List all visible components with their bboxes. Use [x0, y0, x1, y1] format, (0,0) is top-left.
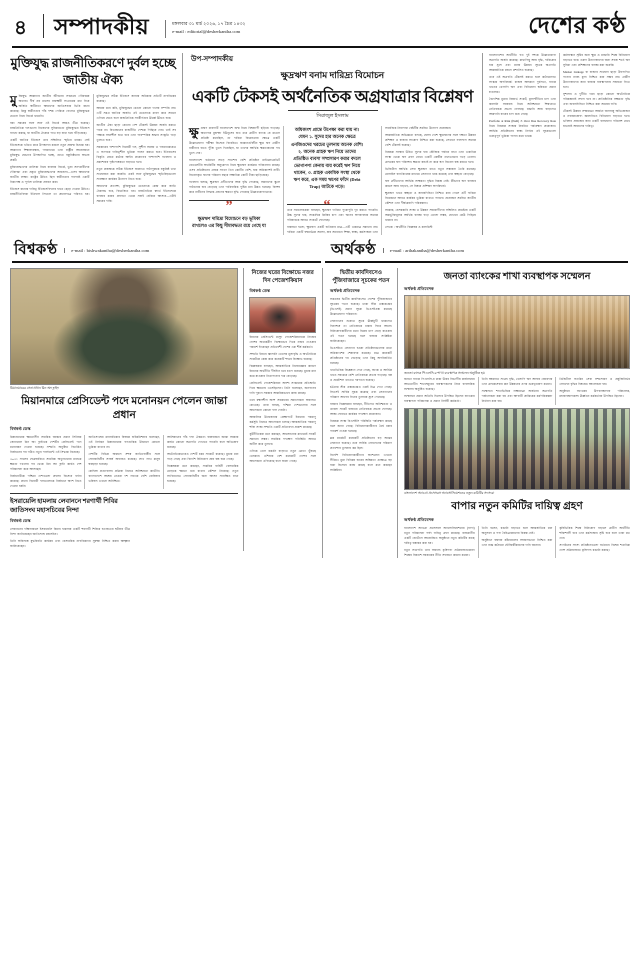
- masthead-divider-1: [43, 14, 44, 38]
- editorial-dropcap: মু: [10, 92, 17, 107]
- masthead: [10, 8, 630, 42]
- stock-para: নিয়ন্ত্রক সংস্থা বিএসইসি পরিস্থিতি পর্যবেক্ষণ করছে বলে জানা গেছে। বিনিয়োগকারীদের ধৈর্য ধরার পরামর্শ দেওয়া হয়েছে।: [330, 418, 392, 433]
- photo-bank-conference: [404, 295, 630, 369]
- world-para: নির্বাচনটিকে পশ্চিমা দেশগুলো প্রহসন হিসেবে বর্ণনা করেছে। প্রধান বিরোধী দলগুলোকে নির্বাচনে অংশ নিতে দেওয়া হয়নি।: [10, 474, 82, 489]
- continuation-body: [489, 53, 630, 139]
- article-para: ডিজিটাল আর্থিক সেবা ক্ষুদ্রঋণ খাতে নতুন সম্ভাবনা তৈরি করেছে। মোবাইল ব্যাংকিংয়ের মাধ্যমে লেনদেন খরচ কমেছে এবং স্বচ্ছতা বেড়েছে।: [385, 167, 476, 177]
- stock-para: খাতভিত্তিক বিশ্লেষণে দেখা গেছে, ব্যাংক ও আর্থিক খাতে সবচেয়ে বেশি নেতিবাচক প্রভাব পড়েছে। বস্ত্র ও প্রকৌশল খাতেও দরপতন হয়েছে।: [330, 367, 392, 382]
- world-side-block: [243, 268, 316, 552]
- world-para: প্রেসিডেন্ট পেজেশকিয়ান অবশ্য সংস্কারের প্রতিশ্রুতি দিয়ে ক্ষমতায় এসেছিলেন। তিনি বলেছেন, জনগণের দাবি পূরণে সরকার আন্তরিকভাবে কাজ করছে।: [249, 380, 316, 395]
- bapa-para: বাংলাদেশ অ্যাগ্রো প্রসেসরস অ্যাসোসিয়েশনের (বাপা) নতুন পরিচালনা পর্ষদ দায়িত্ব গ্রহণ করেছে। রাজধানীর একটি হোটেলে আয়োজিত অনুষ্ঠানে নতুন কমিটির কাছে দায়িত্ব হস্তান্তর করা হয়।: [404, 525, 475, 545]
- stock-para: বাজার বিশ্লেষকরা বলছেন, নীতিগত অনিশ্চয়তা ও তারল্য সংকট বাজারে নেতিবাচক প্রভাব ফেলছে। আস্থা ফেরাতে কার্যকর পদক্ষেপ প্রয়োজন।: [330, 401, 392, 416]
- photo-bank-conference-image: [405, 296, 629, 368]
- stock-para: লেনদেনের শুরুতে সূচক ঊর্ধ্বমুখী থাকলেও দিনশেষে তা নেতিবাচক ধারায় ফিরে আসে। বিনিয়োগকারীদের মধ্যে বিক্রয় চাপ বেড়ে যাওয়ায় এই পতন হয়েছে বলে বাজার সংশ্লিষ্টরা জানিয়েছেন।: [330, 318, 392, 343]
- editorial-para: বরং সময়ের সঙ্গে সঙ্গে এই বিতর্ক আরও তীব্র হয়েছে। রাজনৈতিক দলগুলো নিজেদের সুবিধামতো মুক্তিযুদ্ধের ইতিহাস ব্যাখ্যা করছে, যা জাতীয় ঐক্যের পথে বড় বাধা হয়ে দাঁড়িয়েছে।: [10, 120, 90, 135]
- world-sub-body: [249, 335, 316, 464]
- stock-body: [330, 297, 392, 473]
- editorial-para: নতুন প্রজন্মকে সঠিক ইতিহাস জানাতে পাঠ্যপুস্তকে বস্তুনিষ্ঠ তথ্য সংযোজন করা জরুরি। একই সঙ্গে মুক্তিযুদ্ধের স্মৃতিচিহ্নগুলো সংরক্ষণে কার্যকর উদ্যোগ নিতে হবে।: [96, 166, 176, 181]
- bank-block: [398, 268, 630, 558]
- photo-bapa-caption: বাংলাদেশ অ্যাগ্রো প্রসেসরস অ্যাসোসিয়েশনের নতুন কমিটির সদস্যরা: [404, 491, 495, 496]
- stock-para: ব্লক মার্কেটে কয়েকটি প্রতিষ্ঠানের বড় অঙ্কের লেনদেন হয়েছে। তবে সার্বিক লেনদেনের পরিমাণ প্রত্যাশার তুলনায় কম ছিল।: [330, 435, 392, 450]
- bank-para: সম্মেলনে প্রধান অতিথি হিসেবে উপস্থিত ছিলেন ব্যাংকের ব্যবস্থাপনা পরিচালক ও প্রধান নির্বাহী কর্মকর্তা।: [404, 394, 475, 404]
- editorial-para: জাতীয় ঐক্য ছাড়া কোনো দেশ টেকসই উন্নয়ন অর্জন করতে পারে না। বিভাজনের রাজনীতি দেশকে পিছিয়ে দেয়। তাই সব পক্ষকে সহনশীল হতে হবে এবং পারস্পরিক শ্রদ্ধার সংস্কৃতি গড়ে তুলতে হবে।: [96, 122, 176, 142]
- bank-para: জনতা ব্যাংক পিএলসি-র ঢাকা উত্তর বিভাগীয় কার্যালয়ের আওতাধীন শাখাসমূহের ব্যবস্থাপকদের নিয়ে ব্যবসায়িক সম্মেলন অনুষ্ঠিত হয়েছে।: [404, 377, 475, 392]
- world-bottom-body: [10, 527, 130, 549]
- world-para: অর্থনৈতিকভাবেও দেশটি চরম সংকটে রয়েছে। মুদ্রার মান পড়ে গেছে এবং বিদেশি বিনিয়োগ প্রায় বন্ধ হয়ে গেছে।: [166, 452, 239, 462]
- pull-quote-text: ক্ষুদ্রঋণ দারিদ্র্য বিমোচনে বড় ভূমিকা রাখলেও এর কিছু সীমাবদ্ধতা রয়ে গেছে যা অধিকাংশ প্রান্তে উপেক্ষা করা যায় না। যেমন ১. সুদের হার অনেক ক্ষেত্রে এনজিওদের খরচের তুলনায় অনেক বেশি। ২. অনেক গ্রাহক ঋণ নিয়ে তাদের প্রতিষ্ঠিত ব্যবসা সম্প্রসারণ করার বদলে ভোগ্যপণ্য কেনায় ব্যয় করেই ঋণ নিয়ে থাকেন, ৩. গ্রাহক একাধিক সংস্থা থেকে ঋণ করে, এক সময় ঋণের ফাঁদে (Debt Trap) আটকে পড়ে।: [192, 127, 364, 229]
- world-main-headline: মিয়ানমারে প্রেসিডেন্ট পদে মনোনয়ন পেলেন জান্তা প্রধান: [21, 396, 228, 422]
- stock-para: বিদেশি বিনিয়োগকারীদের অংশগ্রহণ এখনো সীমিত। মুদ্রা বিনিময় হারের অস্থিরতা এক্ষেত্রে বড় বাধা হিসেবে কাজ করছে বলে মনে করছেন সংশ্লিষ্টরা।: [330, 452, 392, 472]
- world-para: লেবাননের দক্ষিণাঞ্চলে ইসরায়েলি বিমান হামলায় একটি শরণার্থী শিবিরে হতাহতের ঘটনায় তীব্র নিন্দা জানিয়েছেন জাতিসংঘ মহাসচিব।: [10, 527, 130, 537]
- editorial-para: ক্তিযুদ্ধ আমাদের জাতীয় জীবনের সবচেয়ে গৌরবময় অধ্যায়। দীর্ঘ নয় মাসের রক্তক্ষয়ী সংগ্রামের মধ্য দিয়ে অর্জিত স্বাধীনতা আমাদের জাতিসত্তার ভিত্তি রচনা করেছে। কিন্তু স্বাধীনতার পাঁচ দশক পেরিয়ে গেলেও মুক্তিযুদ্ধের চেতনা নিয়ে বিতর্ক থামেনি।: [10, 93, 90, 118]
- editorial-para: মুক্তিযোদ্ধাদের তালিকা নিয়ে বারবার বিতর্ক, ভুয়া সনদধারীদের দৌরাত্ম্য এবং প্রকৃত মুক্তিযোদ্ধাদের অবহেলা—এসব আমাদের জাতীয় লজ্জা। রাষ্ট্রের উচিত ছিল স্বাধীনতার পরপরই একটি নিরপেক্ষ ও পূর্ণাঙ্গ তালিকা প্রণয়ন করা।: [10, 164, 90, 184]
- world-para: বিশ্লেষকরা বলছেন, আন্তর্জাতিক নিষেধাজ্ঞার কারণে ইরানের অর্থনীতি দীর্ঘদিন ধরে চাপে রয়েছে। মুদ্রার মান কমে যাওয়ায় নিত্যপণ্যের দাম বেড়েছে।: [249, 363, 316, 378]
- world-para: ইরানের প্রেসিডেন্ট মাসুদ পেজেশকিয়ানকে নিজের দেশের অভ্যন্তরীণ বিক্ষোভের দিকে নজর দেওয়ার পরামর্শ দিয়েছেন প্রতিবেশী দেশের এক শীর্ষ কর্মকর্তা।: [249, 334, 316, 349]
- continuation-para: টেকসই উন্নয়ন লক্ষ্যমাত্রা অর্জনে জলবায়ু অভিযোজন ও নবায়নযোগ্য জ্বালানিতে বিনিয়োগ বাড়াতে হবে। ভবিষ্যৎ প্রজন্মের জন্য একটি বাসযোগ্য পরিবেশ রেখে যাওয়াই আমাদের দায়িত্ব।: [563, 109, 630, 128]
- business-section: [323, 268, 630, 558]
- section-title: সম্পাদকীয়: [53, 14, 150, 39]
- page-number: ৪: [14, 17, 27, 39]
- continuation-para: তবে এই অগ্রগতি টেকসই করতে হলে কাঠামোগত সংস্কার অপরিহার্য। রাজস্ব আহরণে দুর্বলতা, ব্যাংক খাতের খেলাপি ঋণ এবং বিনিয়োগ স্থবিরতা প্রধান চ্যালেঞ্জ।: [489, 75, 556, 94]
- banner-right-email: e-mail : arthakantha@desherkantha.com: [383, 248, 464, 253]
- article-para: আন্তর্জাতিক অভিজ্ঞতা বলছে, যেসব দেশে ক্ষুদ্রঋণের সঙ্গে দক্ষতা উন্নয়ন প্রশিক্ষণ ও বাজার সংযোগ নিশ্চিত করা হয়েছে, সেখানে ফলাফল অনেক বেশি টেকসই হয়েছে।: [385, 133, 476, 148]
- bapa-para: তিনি বলেন, রপ্তানি বাড়াতে হলে আন্তর্জাতিক মান অনুসরণ ও পণ্য বৈচিত্র্যকরণের বিকল্প নেই।: [481, 525, 553, 535]
- bapa-body: [404, 526, 630, 558]
- bapa-para: নতুন সভাপতি তার বক্তব্যে কৃষিপণ্য প্রক্রিয়াজাতকরণ শিল্পের বিকাশে সরকারের নীতি সহায়তা কামনা করেন।: [404, 547, 475, 557]
- world-section: [10, 268, 323, 558]
- editorial-para: আমরা মনে করি, মুক্তিযুদ্ধের চেতনা কোনো দলের সম্পত্তি নয়। এটি সমগ্র জাতির অর্জন। এই চেতনাকে ধারণ করে সামনে এগিয়ে যেতে হলে রাজনৈতিক সংকীর্ণতার ঊর্ধ্বে উঠতে হবে।: [96, 105, 176, 120]
- bank-para: ডিজিটাল ব্যাংকিং সেবা সম্প্রসারণ ও প্রযুক্তিনির্ভর লেনদেন বৃদ্ধির বিষয়েও আলোচনা হয়।: [559, 377, 630, 387]
- article-para: নিয়ন্ত্রক সংস্থার উচিত সুদের হার যৌক্তিক পর্যায়ে রাখা এবং একাধিক সংস্থা থেকে ঋণ গ্রহণ রোধে একটি কেন্দ্রীয় তথ্যভাণ্ডার গড়ে তোলা। গ্রাহকের ঋণ পরিশোধ ক্ষমতা যাচাই না করে ঋণ বিতরণ বন্ধ করতে হবে।: [385, 150, 476, 165]
- continuation-para: সুশাসন ও দুর্নীতি দমন ছাড়া কোনো অর্থনৈতিক পরিকল্পনাই সফল হবে না। প্রাতিষ্ঠানিক সক্ষমতা বৃদ্ধি এবং জবাবদিহিতা নিশ্চিত করা সময়ের দাবি।: [563, 92, 630, 106]
- stock-para: সপ্তাহের দ্বিতীয় কার্যদিবসেও দেশের পুঁজিবাজারে সূচকের পতন হয়েছে। ঢাকা স্টক এক্সচেঞ্জের (ডিএসই) প্রধান সূচক ডিএসইএক্স কমেছে উল্লেখযোগ্য পরিমাণে।: [330, 296, 392, 316]
- bank-source: অর্থকণ্ঠ প্রতিবেদক: [404, 286, 434, 292]
- photo-bank-caption: জনতা ব্যাংক পিএলসি-র শাখা ব্যবস্থাপক সম্মেলন অনুষ্ঠিত হয়: [404, 370, 485, 375]
- section-banners: [10, 243, 630, 258]
- stock-para: ডিএসইতে লেনদেন হওয়া প্রতিষ্ঠানগুলোর মধ্যে অধিকাংশের শেয়ারদর কমেছে। মাত্র কয়েকটি প্রতিষ্ঠানের দর বেড়েছে এবং কিছু অপরিবর্তিত রয়েছে।: [330, 345, 392, 365]
- quote-open-icon: ”: [225, 199, 233, 215]
- editorial-column: [10, 53, 183, 235]
- business-row: [330, 268, 630, 558]
- banner-right-title: অর্থকণ্ঠ: [331, 241, 376, 258]
- article-para: তবে সমালোচকরা বলছেন, ক্ষুদ্রঋণ দারিদ্র্য পুরোপুরি দূর করতে পারেনি। উচ্চ সুদের হার, সাপ্তাহিক কিস্তির চাপ এবং ঋণের অপব্যবহার অনেক পরিবারকে আরও সংকটে ফেলেছে।: [287, 207, 378, 222]
- world-para: জাতিসংঘের মানবাধিকার বিষয়ক হাইকমিশনার বলেছেন, এই নির্বাচন মিয়ানমারের গণতান্ত্রিক উত্তরণে কোনো ভূমিকা রাখবে না।: [88, 435, 160, 450]
- stock-market-block: [330, 268, 398, 558]
- world-main-source: বিশ্বকণ্ঠ ডেস্ক: [10, 426, 31, 432]
- publication-date: মঙ্গলবার ৩১ মার্চ ২০২৬, ১৭ চৈত্র ১৪৩২: [172, 21, 246, 27]
- world-bottom-source: বিশ্বকণ্ঠ ডেস্ক: [10, 518, 31, 524]
- article-para: বাস্তবতা হলো, ক্ষুদ্রঋণ একটি হাতিয়ার মাত্র—এটি একমাত্র সমাধান নয়। দারিদ্র্য একটি বহুমাত্রিক সমস্যা, যার সমাধানে শিক্ষা, স্বাস্থ্য, কর্মসংস্থান এবং সামাজিক নিরাপত্তা বেষ্টনীর সমন্বিত উদ্যোগ প্রয়োজন।: [287, 126, 452, 234]
- article-byline: সিরাজুল ইসলাম: [288, 110, 378, 121]
- sub-editorial-label: উপ-সম্পাদকীয়: [191, 55, 234, 63]
- world-para: এদিকে তেল রপ্তানি বাড়াতে নতুন ক্রেতা খুঁজছে তেহরান। এশিয়ার বেশ কয়েকটি দেশের সঙ্গে আলোচনা এগিয়েছে বলে জানা গেছে।: [249, 448, 316, 463]
- article-para: দ্রঋণ ধারণাটি বাংলাদেশে জন্ম নিয়ে বিশ্বব্যাপী ছড়িয়ে পড়েছে। অধ্যাপক মুহাম্মদ ইউনূসের হাত ধরে গ্রামীণ ব্যাংক যে মডেল প্রতিষ্ঠা করেছিল, তা দারিদ্র্য বিমোচনের ক্ষেত্রে একটি উল্লেখযোগ্য পরীক্ষা হিসেবে বিবেচিত। জামানতবিহীন ক্ষুদ্র ঋণ গ্রামীণ নারীদের হাতে পুঁজি তুলে দিয়েছিল, যা তাদের আর্থিক ক্ষমতায়নের পথ খুলে দেয়।: [189, 126, 280, 156]
- bank-body: [404, 377, 630, 404]
- editorial-headline: মুক্তিযুদ্ধ রাজনীতিকরণে দুর্বল হচ্ছে জাতীয় ঐক্য: [10, 56, 176, 87]
- banner-left-email: e-mail : bishwakantha@desherkantha.com: [64, 248, 149, 253]
- world-sub-headline: নিজের ঘরের বিক্ষোভে নজর দিন পেজেশকিয়ান: [251, 269, 314, 284]
- top-section: [10, 53, 630, 235]
- continuation-para: কর্মসংস্থান সৃষ্টির জন্য ক্ষুদ্র ও মাঝারি শিল্পে বিনিয়োগ বাড়াতে হবে। তরুণ উদ্যোক্তাদের জন্য সহজ শর্তে ঋণ সুবিধা এবং প্রশিক্ষণের ব্যবস্থা করা জরুরি।: [563, 53, 630, 67]
- article-dropcap: ক্ষু: [189, 125, 199, 140]
- article-headline: একটি টেকসই অর্থনৈতিক অগ্রযাত্রার বিশ্লেষণ: [191, 87, 474, 106]
- article-body: [189, 126, 476, 234]
- editorial-para: ইতিহাস রচনার দায়িত্ব ইতিহাসবিদদের হাতে ছেড়ে দেওয়া উচিত। রাজনীতিবিদরা ইতিহাস লিখলে তা প্রচারপত্রে পরিণত হয়। মুক্তিযুদ্ধের সঠিক ইতিহাস জানার অধিকার প্রতিটি নাগরিকের রয়েছে।: [10, 93, 176, 196]
- bank-headline: জনতা ব্যাংকের শাখা ব্যবস্থাপক সম্মেলন: [443, 271, 591, 282]
- photo-myanmar-general: [10, 268, 238, 385]
- world-para: তবে রক্ষণশীল অংশ সরকারের সমালোচনা অব্যাহত রেখেছে। তারা বলছে, পশ্চিমা দেশগুলোর সঙ্গে আলোচনা কোনো ফল দেয়নি।: [249, 397, 316, 412]
- world-top-row: [10, 268, 316, 552]
- world-para: কূটনীতিকরা মনে করছেন, আলোচনার মাধ্যমেই সংকট সমাধান সম্ভব। সামরিক পদক্ষেপ পরিস্থিতি আরও জটিল করে তুলবে।: [249, 431, 316, 446]
- photo-myanmar-general-image: [11, 269, 237, 384]
- masthead-dateline: [165, 20, 245, 38]
- world-main-block: [10, 268, 243, 552]
- bank-para: অনুষ্ঠানে ব্যাংকের উপব্যবস্থাপনা পরিচালক, মহাব্যবস্থাপকসহ ঊর্ধ্বতন কর্মকর্তারা উপস্থিত ছিলেন।: [559, 389, 630, 399]
- main-article-column: [183, 53, 483, 235]
- article-para: গবেষণা বলছে, ক্ষুদ্রঋণ গ্রহীতাদের আয় বৃদ্ধি পেয়েছে, সন্তানদের স্কুলে পাঠানোর হার বেড়েছে এবং পারিবারিক পুষ্টির মান উন্নত হয়েছে। বিশেষ করে নারীদের সিদ্ধান্ত গ্রহণের ক্ষমতা বৃদ্ধি পেয়েছে উল্লেখযোগ্যভাবে।: [189, 180, 280, 195]
- editorial-email: e-mail : editorial@desherkantha.com: [172, 29, 241, 35]
- article-para: সরকার, বেসরকারি সংস্থা ও উন্নয়ন সহযোগীদের সম্মিলিত প্রচেষ্টায় একটি অন্তর্ভুক্তিমূলক আর্থিক ব্যবস্থা গড়ে তোলা সম্ভব, যেখানে কেউ পিছিয়ে থাকবে না।: [385, 208, 476, 223]
- brand-logo: দেশের কণ্ঠ: [528, 13, 626, 38]
- photo-iran-president-image: [250, 298, 315, 332]
- masthead-rule: [12, 46, 628, 48]
- stock-headline: দ্বিতীয় কার্যদিবসেও পুঁজিবাজারে সূচকের পতন: [332, 269, 390, 284]
- editorial-body: [10, 94, 176, 204]
- world-para: ২০২১ সালের ফেব্রুয়ারিতে সামরিক অভ্যুত্থানের মাধ্যমে ক্ষমতা দখলের পর থেকে মিন অং হ্লাইং কার্যত দেশ পরিচালনা করে আসছেন।: [10, 457, 82, 472]
- editorial-para: একটি জাতির ইতিহাস তার সম্মিলিত স্মৃতির ধারক। সেই ইতিহাসকে খণ্ডিত করে উপস্থাপন করলে নতুন প্রজন্ম বিভ্রান্ত হয়। আমাদের শিক্ষাব্যবস্থায়, গণমাধ্যমে এবং রাষ্ট্রীয় আয়োজনে মুক্তিযুদ্ধ যেভাবে উপস্থাপিত হচ্ছে, তাতে বস্তুনিষ্ঠতার অভাব প্রকট।: [10, 137, 90, 162]
- article-para: ক্ষুদ্রঋণ খাতে স্বচ্ছতা ও জবাবদিহিতা নিশ্চিত করা গেলে এটি দারিদ্র্য বিমোচনে আরও কার্যকর ভূমিকা রাখতে পারবে। প্রয়োজন সমন্বিত জাতীয় কৌশল এবং দীর্ঘমেয়াদি পরিকল্পনা।: [385, 191, 476, 206]
- banner-arthakantha: [323, 243, 630, 258]
- world-para: দেশটির বিভিন্ন অঞ্চলে সশস্ত্র জাতিগোষ্ঠীর সঙ্গে সেনাবাহিনীর সংঘর্ষ অব্যাহত রয়েছে। লাখ লাখ মানুষ ঘরছাড়া হয়েছে।: [88, 452, 160, 467]
- bapa-para: অনুষ্ঠানে বক্তারা কাঁচামালের সহজলভ্যতা নিশ্চিত করা এবং শুল্ক কাঠামো যৌক্তিকীকরণের দাবি জানান।: [481, 537, 553, 547]
- article-kicker: ক্ষুদ্রঋণ বনাম দারিদ্র্য বিমোচন: [280, 70, 385, 80]
- world-main-body: [10, 435, 238, 489]
- article-author-note: লেখক : অর্থনীতি বিশ্লেষক ও কলামিস্ট: [385, 225, 433, 230]
- bank-para: তিনি আমানত সংগ্রহ বৃদ্ধি, খেলাপি ঋণ আদায় জোরদার এবং গ্রাহকসেবার মান উন্নয়নের ওপর গুরুত্বারোপ করেন।: [481, 377, 553, 387]
- world-para: সম্প্রতি ইরানে জ্বালানি তেলের মূল্যবৃদ্ধি ও অর্থনৈতিক সংকটকে কেন্দ্র করে কয়েকটি শহরে বিক্ষোভ হয়েছে।: [249, 351, 316, 361]
- bottom-section: [10, 268, 630, 558]
- world-separator: [10, 493, 238, 494]
- continuation-para: বৈদেশিক মুদ্রার রিজার্ভ সংকট, মূল্যস্ফীতির চাপ এবং জ্বালানি সরবরাহ নিয়ে অনিশ্চয়তা শিল্পখাতে নেতিবাচক প্রভাব ফেলছে। রপ্তানি আয় বাড়লেও আমদানি ব্যয়ের চাপ রয়ে গেছে।: [489, 97, 556, 116]
- bapa-source: অর্থকণ্ঠ প্রতিবেদক: [404, 516, 434, 522]
- stock-source: অর্থকণ্ঠ প্রতিবেদক: [330, 287, 360, 293]
- continuation-para: বাংলাদেশের অর্থনীতি গত দুই দশকে উল্লেখযোগ্য অগ্রগতি অর্জন করেছে। মাথাপিছু আয় বৃদ্ধি, দারিদ্র্যের হার হ্রাস এবং মানব উন্নয়ন সূচকে অগ্রগতি আন্তর্জাতিক মহলে প্রশংসিত হয়েছে।: [489, 53, 556, 72]
- bapa-para: সংগঠনের সদস্য প্রতিষ্ঠানগুলো বর্তমানে বিশ্বের শতাধিক দেশে প্রক্রিয়াজাত কৃষিপণ্য রপ্তানি করছে।: [559, 542, 630, 552]
- article-para: বাংলাদেশে বর্তমানে সাড়ে সাতশ'র বেশি প্রতিষ্ঠান মাইক্রোক্রেডিট রেগুলেটরি অথরিটির অনুমোদন নিয়ে ক্ষুদ্রঋণ কার্যক্রম পরিচালনা করছে। এসব প্রতিষ্ঠানের গ্রাহক সংখ্যা তিন কোটির বেশি, যার অধিকাংশই নারী। বিতরণকৃত ঋণের পরিমাণ বছরে লক্ষাধিক কোটি টাকা ছাড়িয়েছে।: [189, 158, 280, 178]
- world-para: বিশ্লেষকরা মনে করছেন, সামরিক বাহিনী বেসামরিক মোড়কে ক্ষমতা ধরে রাখার কৌশল নিয়েছে। নতুন সংবিধানেও সেনাবাহিনীর জন্য আসন সংরক্ষিত রাখা হয়েছে।: [166, 464, 239, 484]
- world-sub-source: বিশ্বকণ্ঠ ডেস্ক: [249, 287, 271, 293]
- stock-para: চট্টগ্রাম স্টক এক্সচেঞ্জেও একই চিত্র দেখা গেছে। সিএসই সার্বিক সূচক কমেছে এবং লেনদেনের পরিমাণ আগের দিনের তুলনায় হ্রাস পেয়েছে।: [330, 384, 392, 399]
- banner-bishwakantha: [10, 243, 323, 258]
- continuation-para: Portfolio at Risk (PAR) ও Over Due Recovery Rate নিয়ে নিয়ন্ত্রক সংস্থার নিয়মিত পর্যবেক্ষণ প্রয়োজন। আর্থিক প্রতিষ্ঠানের স্বাস্থ্য নির্ণয়ে এই সূচকগুলো গুরুত্বপূর্ণ ভূমিকা পালন করে থাকে।: [489, 119, 556, 138]
- photo-bapa-committee: [404, 408, 630, 490]
- photo-myanmar-caption: মিয়ানমারের সেনাপ্রধান মিন অং হ্লাইং: [10, 386, 59, 391]
- banner-right-rule: [325, 261, 628, 263]
- bapa-headline: বাপার নতুন কমিটির দায়িত্ব গ্রহণ: [451, 501, 583, 513]
- continuation-para: Market Linkage বা বাজার সংযোগ ছাড়া উৎপাদিত পণ্যের ন্যায্য মূল্য নিশ্চিত করা সম্ভব নয়। গ্রামীণ উদ্যোক্তাদের জন্য বাজার ব্যবস্থাপনায় সহায়তা দিতে হবে।: [563, 70, 630, 89]
- article-para: ঋণ গ্রহীতাদের আর্থিক সাক্ষরতা বৃদ্ধির বিকল্প নেই। কীভাবে ঋণ ব্যবহার করলে আয় বাড়বে, সে বিষয়ে প্রশিক্ষণ অপরিহার্য।: [385, 179, 476, 189]
- bapa-para: কৃষিভিত্তিক শিল্পে বিনিয়োগ বাড়লে গ্রামীণ অর্থনীতি শক্তিশালী হবে এবং কর্মসংস্থান সৃষ্টি হবে বলে তারা মত দেন।: [559, 525, 630, 540]
- photo-bapa-committee-image: [405, 409, 629, 489]
- article-continuation-column: [483, 53, 630, 235]
- quote-close-icon: ”: [323, 190, 331, 206]
- banner-rules: [10, 258, 630, 263]
- world-para: আঞ্চলিক উত্তেজনার প্রেক্ষাপটে ইরানের পরমাণু কর্মসূচি নিয়েও আলোচনা চলছে। আন্তর্জাতিক পরমাণু শক্তি সংস্থা সম্প্রতি একটি প্রতিবেদন প্রকাশ করেছে।: [249, 414, 316, 429]
- bank-para: সম্মেলনে শাখাভিত্তিক লক্ষ্যমাত্রা অর্জনের অগ্রগতি পর্যালোচনা করা হয় এবং আগামী প্রান্তিকের কর্মপরিকল্পনা নির্ধারণ করা হয়।: [481, 389, 553, 404]
- world-para: রোহিঙ্গা প্রত্যাবাসন প্রক্রিয়া নিয়েও অনিশ্চয়তা কাটেনি। বাংলাদেশে আশ্রয় নেওয়া দশ লাখের বেশি রোহিঙ্গার ভবিষ্যৎ এখনো অনিশ্চিত।: [88, 469, 160, 484]
- banner-left-rule: [12, 261, 321, 263]
- banner-left-title: বিশ্বকণ্ঠ: [14, 241, 58, 258]
- editorial-para: আমাদের প্রত্যাশা, মুক্তিযুদ্ধের চেতনাকে কেন্দ্র করে জাতি ঐক্যবদ্ধ হবে, বিভাজিত নয়। রাজনৈতিক স্বার্থে ইতিহাসকে ব্যবহার করার প্রবণতা থেকে সবাই বেরিয়ে আসবে—এটাই সময়ের দাবি।: [96, 183, 176, 203]
- editorial-para: সরকারের পাশাপাশি বিরোধী দল, সুশীল সমাজ ও গণমাধ্যমকেও এ ব্যাপারে দায়িত্বশীল ভূমিকা পালন করতে হবে। ইতিহাসের বিকৃতি রোধে কঠোর আইন প্রয়োগের পাশাপাশি গবেষণা ও প্রকাশনায় পৃষ্ঠপোষকতা বাড়াতে হবে।: [96, 144, 176, 164]
- world-bottom-headline: ইসরায়েলি হামলায় লেবাননে শরণার্থী শিবির জাতিসংঘ মহাসচিবের নিন্দা: [10, 498, 118, 515]
- world-para: তিনি অবিলম্বে যুদ্ধবিরতি কার্যকর এবং বেসামরিক নাগরিকদের সুরক্ষা নিশ্চিত করার আহ্বান জানিয়েছেন।: [10, 539, 130, 549]
- photo-iran-president: [249, 297, 316, 333]
- world-para: মিয়ানমারের ক্ষমতাসীন সামরিক জান্তার প্রধান সিনিয়র জেনারেল মিন অং হ্লাইংকে দেশটির প্রেসিডেন্ট পদে মনোনয়ন দেওয়া হয়েছে। সম্প্রতি অনুষ্ঠিত বিতর্কিত নির্বাচনের পর গঠিত নতুন পার্লামেন্ট এই সিদ্ধান্ত নিয়েছে।: [10, 435, 82, 455]
- world-para: আসিয়ানের পাঁচ দফা ঐকমত্য বাস্তবায়নে জান্তা সরকার কার্যত কোনো অগ্রগতি দেখাতে পারেনি বলে অভিযোগ রয়েছে।: [166, 435, 239, 450]
